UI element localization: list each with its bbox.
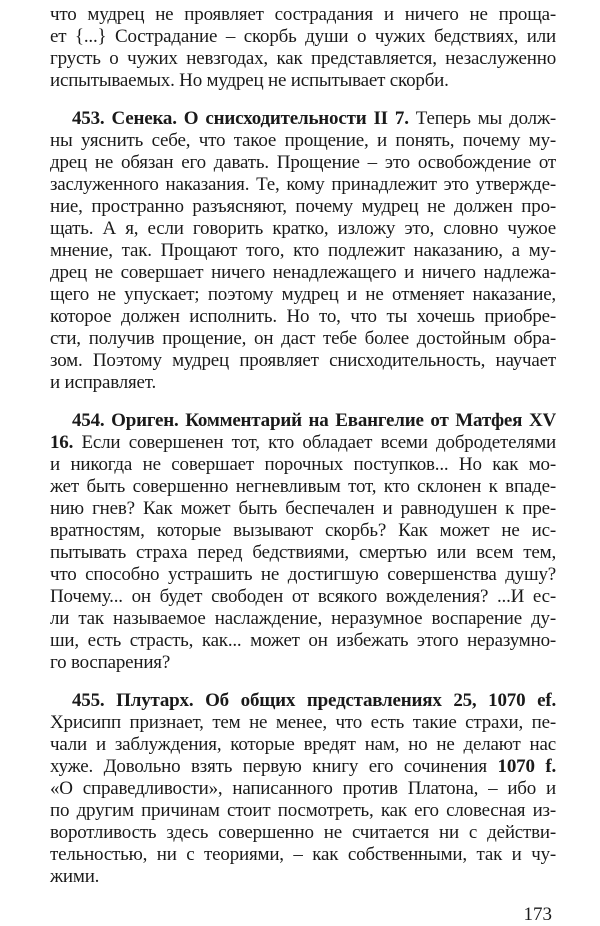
text-run: дрец не совершает ничего ненадлежащего и ничего надлежа- — [50, 262, 556, 283]
text-run: жет быть совершенно негневливым тот, кто склонен к впаде- — [50, 476, 556, 497]
text-line — [50, 712, 556, 734]
text-run: чали и заблуждения, которые вредят нам, но не делают нас — [50, 734, 556, 755]
text-line — [50, 70, 556, 92]
text-line — [50, 652, 556, 674]
text-run: «О справедливости», написанного против Платона, – ибо и — [50, 778, 556, 799]
text-run: Почему... он будет свободен от всякого вожделения? ...И ес- — [50, 586, 556, 607]
text-line — [50, 630, 556, 652]
text-run: ны уяснить себе, что такое прощение, и понять, почему му- — [50, 130, 556, 151]
paragraph — [50, 690, 556, 888]
text-line — [50, 756, 556, 778]
text-line — [50, 240, 556, 262]
text-line — [50, 4, 556, 26]
text-line — [50, 26, 556, 48]
paragraph — [50, 108, 556, 394]
text-line — [50, 498, 556, 520]
text-run: зом. Поэтому мудрец проявляет снисходительность, научает — [50, 350, 556, 371]
text-run: пытывать страха перед бедствиями, смертью или всем тем, — [50, 542, 556, 563]
text-run: Хрисипп признает, тем не менее, что есть такие страхи, пе- — [50, 712, 556, 733]
text-line — [50, 48, 556, 70]
text-run: что мудрец не проявляет сострадания и ничего не проща- — [50, 4, 556, 25]
text-line — [50, 520, 556, 542]
text-run: заслуженного наказания. Те, кому принадлежит это утвержде- — [50, 174, 556, 195]
text-run: и исправляет. — [50, 372, 157, 393]
paragraph — [50, 4, 556, 92]
entry-heading: 1070 f. — [497, 756, 556, 777]
text-line — [50, 844, 556, 866]
text-line — [50, 476, 556, 498]
text-line — [50, 350, 556, 372]
text-line — [50, 108, 556, 130]
text-line — [50, 778, 556, 800]
text-line — [50, 432, 556, 454]
text-run: дрец не обязан его давать. Прощение – это освобождение от — [50, 152, 556, 173]
text-run: испытываемых. Но мудрец не испытывает скорби. — [50, 70, 449, 91]
text-run: и никогда не совершает порочных поступков... Но как мо- — [50, 454, 556, 475]
entry-heading: 453. Сенека. О снисходительности II 7. — [72, 108, 409, 129]
page-body — [50, 0, 556, 888]
text-run: хуже. Довольно взять первую книгу его сочинения — [50, 756, 498, 777]
text-line — [50, 564, 556, 586]
text-run: ли так называемое наслаждение, неразумное воспарение ду- — [50, 608, 556, 629]
entry-heading: 16. — [50, 432, 74, 453]
text-line — [50, 800, 556, 822]
text-line — [50, 130, 556, 152]
text-line — [50, 822, 556, 844]
text-run: по другим причинам стоит посмотреть, как его словесная из- — [50, 800, 556, 821]
text-run: грусть о чужих невзгодах, как представляется, незаслуженно — [50, 48, 556, 69]
text-line — [50, 262, 556, 284]
text-line — [50, 196, 556, 218]
text-line — [50, 454, 556, 476]
paragraph — [50, 410, 556, 674]
text-line — [50, 174, 556, 196]
text-line — [50, 734, 556, 756]
text-line — [50, 152, 556, 174]
text-run: нию гнев? Как может быть беспечален и равнодушен к пре- — [50, 498, 556, 519]
text-line — [50, 866, 556, 888]
entry-heading: 455. Плутарх. Об общих представлениях 25, 1070 ef. — [72, 690, 556, 711]
text-run: мнение, так. Прощают того, кто подлежит наказанию, а му- — [50, 240, 556, 261]
text-line — [50, 410, 556, 432]
text-run: щать. А я, если говорить кратко, изложу это, словно чужое — [50, 218, 556, 239]
text-run: которое должен исполнить. Но то, что ты хочешь приобре- — [50, 306, 556, 327]
text-line — [50, 328, 556, 350]
text-run: тельностью, ни с теориями, – как собственными, так и чу- — [50, 844, 556, 865]
text-run: Если совершенен тот, кто обладает всеми добродетелями — [73, 432, 556, 453]
text-run: ет {...} Сострадание – скорбь души о чужих бедствиях, или — [50, 26, 556, 47]
text-run: ши, есть страсть, как... может он избежать этого неразумно- — [50, 630, 556, 651]
text-run: Теперь мы долж- — [408, 108, 556, 129]
text-run: вратностям, которые вызывают скорбь? Как может не ис- — [50, 520, 556, 541]
text-line — [50, 608, 556, 630]
page-number: 173 — [523, 904, 552, 925]
text-line — [50, 218, 556, 240]
text-line — [50, 284, 556, 306]
text-run: сти, получив прощение, он даст тебе более достойным обра- — [50, 328, 556, 349]
text-run: жими. — [50, 866, 100, 887]
text-run: щего не упускает; поэтому мудрец и не отменяет наказание, — [50, 284, 556, 305]
text-run: ние, пространно разъясняют, почему мудрец не должен про- — [50, 196, 556, 217]
text-line — [50, 586, 556, 608]
text-run: воротливость здесь совершенно не считается ни с действи- — [50, 822, 556, 843]
text-line — [50, 542, 556, 564]
text-line — [50, 372, 556, 394]
text-run: го воспарения? — [50, 652, 171, 673]
entry-heading: 454. Ориген. Комментарий на Евангелие от Матфея XV — [72, 410, 556, 431]
text-run: что способно устрашить не достигшую совершенства душу? — [50, 564, 556, 585]
text-line — [50, 306, 556, 328]
text-line — [50, 690, 556, 712]
